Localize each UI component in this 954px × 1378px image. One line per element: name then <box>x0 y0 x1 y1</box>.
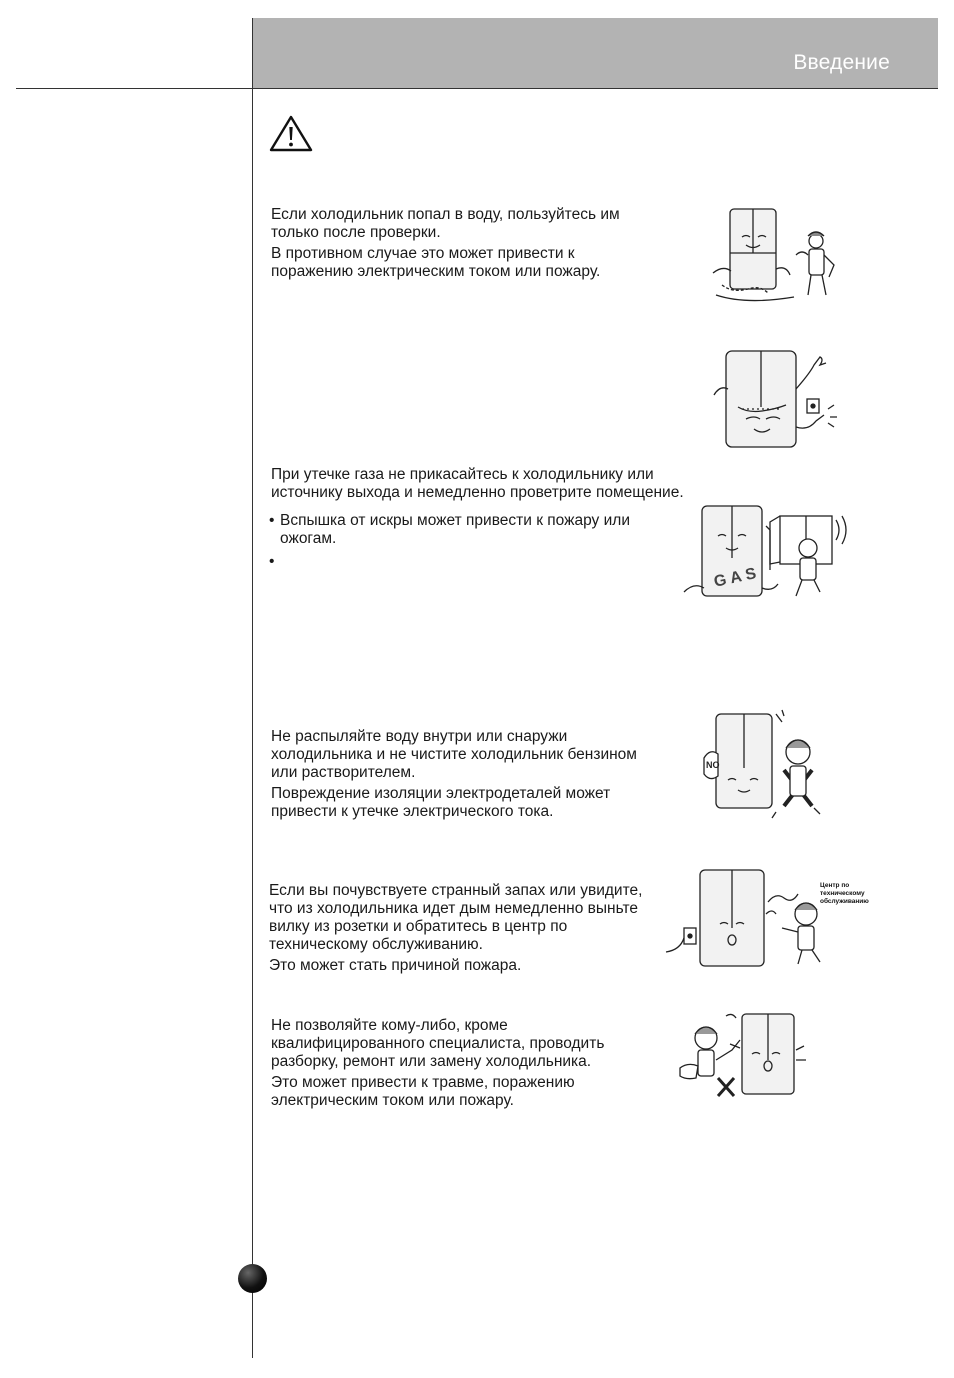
text-line: или растворителем. <box>271 764 416 781</box>
gas-leak-window-illustration <box>680 500 850 608</box>
text-line: поражению электрическим током или пожару. <box>271 263 601 280</box>
warning-water <box>271 206 691 284</box>
text-line: Вспышка от искры может привести к пожару или <box>280 512 630 529</box>
text-line: что из холодильника идет дым немедленно выньте <box>269 900 639 917</box>
service-label-3: обслуживанию <box>820 898 869 905</box>
margin-rule <box>252 18 253 1358</box>
text-line: электрическим током или пожару. <box>271 1092 514 1109</box>
text-line: привести к утечке электрического тока. <box>271 803 554 820</box>
service-label-1: Центр по <box>820 882 850 889</box>
text-line: техническому обслуживанию. <box>269 936 483 953</box>
header-rule <box>16 88 938 89</box>
no-spray-illustration <box>702 708 842 822</box>
text-line: источнику выхода и немедленно проветрите помещение. <box>271 484 684 501</box>
warning-triangle-icon <box>269 115 313 153</box>
warning-disassembly <box>271 1017 691 1113</box>
text-line: В противном случае это может привести к <box>271 245 575 262</box>
gas-label: GAS <box>712 564 762 591</box>
warning-smoke <box>269 882 699 978</box>
text-line: При утечке газа не прикасайтесь к холодильнику или <box>271 466 654 483</box>
gas-bullets <box>269 512 689 571</box>
service-label-2: техническому <box>820 890 865 897</box>
text-line: Не распыляйте воду внутри или снаружи <box>271 728 568 745</box>
bullet-item <box>269 512 689 548</box>
no-disassembly-illustration <box>672 1010 812 1110</box>
no-label: NO <box>706 760 720 770</box>
text-line: Не позволяйте кому-либо, кроме <box>271 1017 508 1034</box>
text-line: холодильника и не чистите холодильник бензином <box>271 746 637 763</box>
text-line: вилку из розетки и обратитесь в центр по <box>269 918 568 935</box>
text-line: только после проверки. <box>271 224 441 241</box>
text-line: Это может стать причиной пожара. <box>269 957 522 974</box>
text-line: Повреждение изоляции электродеталей может <box>271 785 611 802</box>
text-line: ожогам. <box>280 530 337 547</box>
flooded-fridge-illustration <box>708 203 848 305</box>
text-line: Если холодильник попал в воду, пользуйтесь им <box>271 206 620 223</box>
bullet-item <box>269 553 689 571</box>
section-title: Введение <box>793 51 890 74</box>
page-marker-dot <box>238 1264 267 1293</box>
warning-water-spray <box>271 728 691 824</box>
text-line: Это может привести к травме, поражению <box>271 1074 575 1091</box>
fridge-unplug-illustration <box>712 347 842 450</box>
warning-gas-leak <box>271 466 751 505</box>
text-line: разборку, ремонт или замену холодильника. <box>271 1053 592 1070</box>
text-line: Если вы почувствуете странный запах или увидите, <box>269 882 643 899</box>
text-line: квалифицированного специалиста, проводить <box>271 1035 605 1052</box>
smoke-service-illustration <box>662 866 876 970</box>
